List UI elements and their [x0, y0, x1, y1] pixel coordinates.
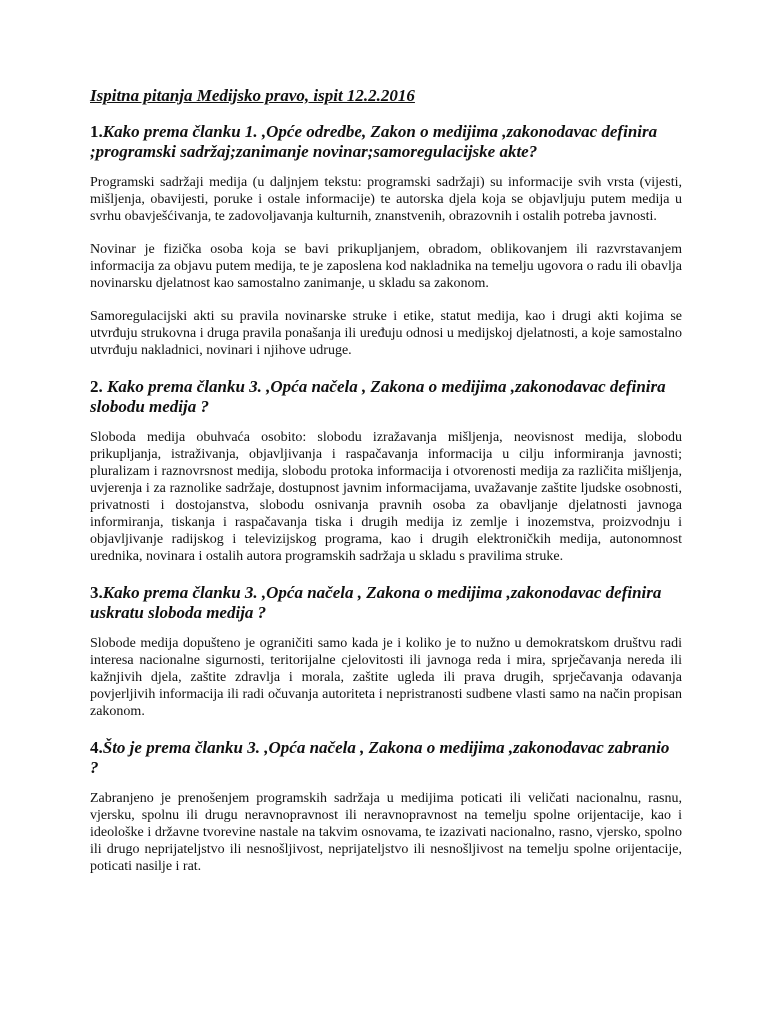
question-number: 1.: [90, 122, 103, 141]
answer-paragraph: Samoregulacijski akti su pravila novinarske struke i etike, statut medija, kao i drugi akti kojima se utvrđuju strukovna i druga pravila ponašanja ili uređuju odnosi u medijskoj djelatnosti, a koje samostalno utvrđuju nakladnici, novinari i njihove udruge.: [90, 309, 682, 358]
answer-paragraph: Sloboda medija obuhvaća osobito: slobodu izražavanja mišljenja, neovisnost medija, slobodu prikupljanja, istraživanja, objavljivanja i raspačavanja informacija u cilju informiranja javnosti; pluralizam i raznovrsnost medija, slobodu protoka informacija i otvorenosti medija za različita mišljenja, uvjerenja i za raznolike sadržaje, dostupnost javnim informacijama, uvažavanje zaštite ljudske osobnosti, privatnosti i dostojanstva, slobodu osnivanja pravnih osoba za obavljanje djelatnosti javnoga informiranja, tiskanja i raspačavanja tiska i drugih medija iz zemlje i inozemstva, proizvodnju i objavljivanje radijskog i televizijskog programa, kao i drugih elektroničkih medija, autonomnost urednika, novinara i ostalih autora programskih sadržaja u skladu s pravilima struke.: [90, 430, 682, 564]
question-section-2: [90, 377, 682, 565]
question-heading: [90, 738, 682, 778]
question-section-3: [90, 583, 682, 720]
question-heading: [90, 377, 682, 417]
question-heading: [90, 122, 682, 162]
answer-paragraph: Zabranjeno je prenošenjem programskih sadržaja u medijima poticati ili veličati nacionalnu, rasnu, vjersku, spolnu ili drugu neravnopravnost ili neravnopravnost na temelju spolne orijentacije, kao i ideološke i državne tvorevine nastale na takvim osnovama, te izazivati nacionalno, rasno, vjersko, spolno ili drugo neprijateljstvo ili nesnošljivost, neprijateljstvo ili nesnošljivost na temelju spolne orijentacije, poticati nasilje i rat.: [90, 791, 682, 874]
answer-paragraph: Programski sadržaji medija (u daljnjem tekstu: programski sadržaji) su informacije svih vrsta (vijesti, mišljenja, obavijesti, poruke i ostale informacije) te autorska djela koja se objavljuju putem medija u svrhu obavješćivanja, te zadovoljavanja kulturnih, znanstvenih, obrazovnih i ostalih potreba javnosti.: [90, 175, 682, 224]
question-text: Što je prema članku 3. ,Opća načela , Zakona o medijima ,zakonodavac zabranio ?: [90, 738, 670, 777]
document-title: Ispitna pitanja Medijsko pravo, ispit 12.2.2016: [90, 86, 415, 105]
question-section-4: [90, 738, 682, 875]
question-number: 2.: [90, 377, 107, 396]
answer-paragraph: Novinar je fizička osoba koja se bavi prikupljanjem, obradom, oblikovanjem ili razvrstavanjem informacija za objavu putem medija, te je zaposlena kod nakladnika na temelju ugovora o radu ili obavlja novinarsku djelatnost kao samostalno zanimanje, u skladu sa zakonom.: [90, 242, 682, 291]
question-text: Kako prema članku 1. ,Opće odredbe, Zakon o medijima ,zakonodavac definira ;programski sadržaj;zanimanje novinar;samoregulacijske akte?: [90, 122, 658, 161]
answer-paragraph: Slobode medija dopušteno je ograničiti samo kada je i koliko je to nužno u demokratskom društvu radi interesa nacionalne sigurnosti, teritorijalne cjelovitosti ili javnoga reda i mira, sprječavanja nereda ili kažnjivih djela, zaštite zdravlja i morala, zaštite ugleda ili prava drugih, sprječavanja odavanja povjerljivih informacija ili radi očuvanja autoriteta i nepristranosti sudbene vlasti samo na način propisan zakonom.: [90, 636, 682, 719]
question-text: Kako prema članku 3. ,Opća načela , Zakona o medijima ,zakonodavac definira uskratu sloboda medija ?: [90, 583, 662, 622]
question-text: Kako prema članku 3. ,Opća načela , Zakona o medijima ,zakonodavac definira slobodu medija ?: [90, 377, 666, 416]
question-section-1: [90, 122, 682, 359]
question-number: 4.: [90, 738, 103, 757]
question-heading: [90, 583, 682, 623]
question-number: 3.: [90, 583, 103, 602]
